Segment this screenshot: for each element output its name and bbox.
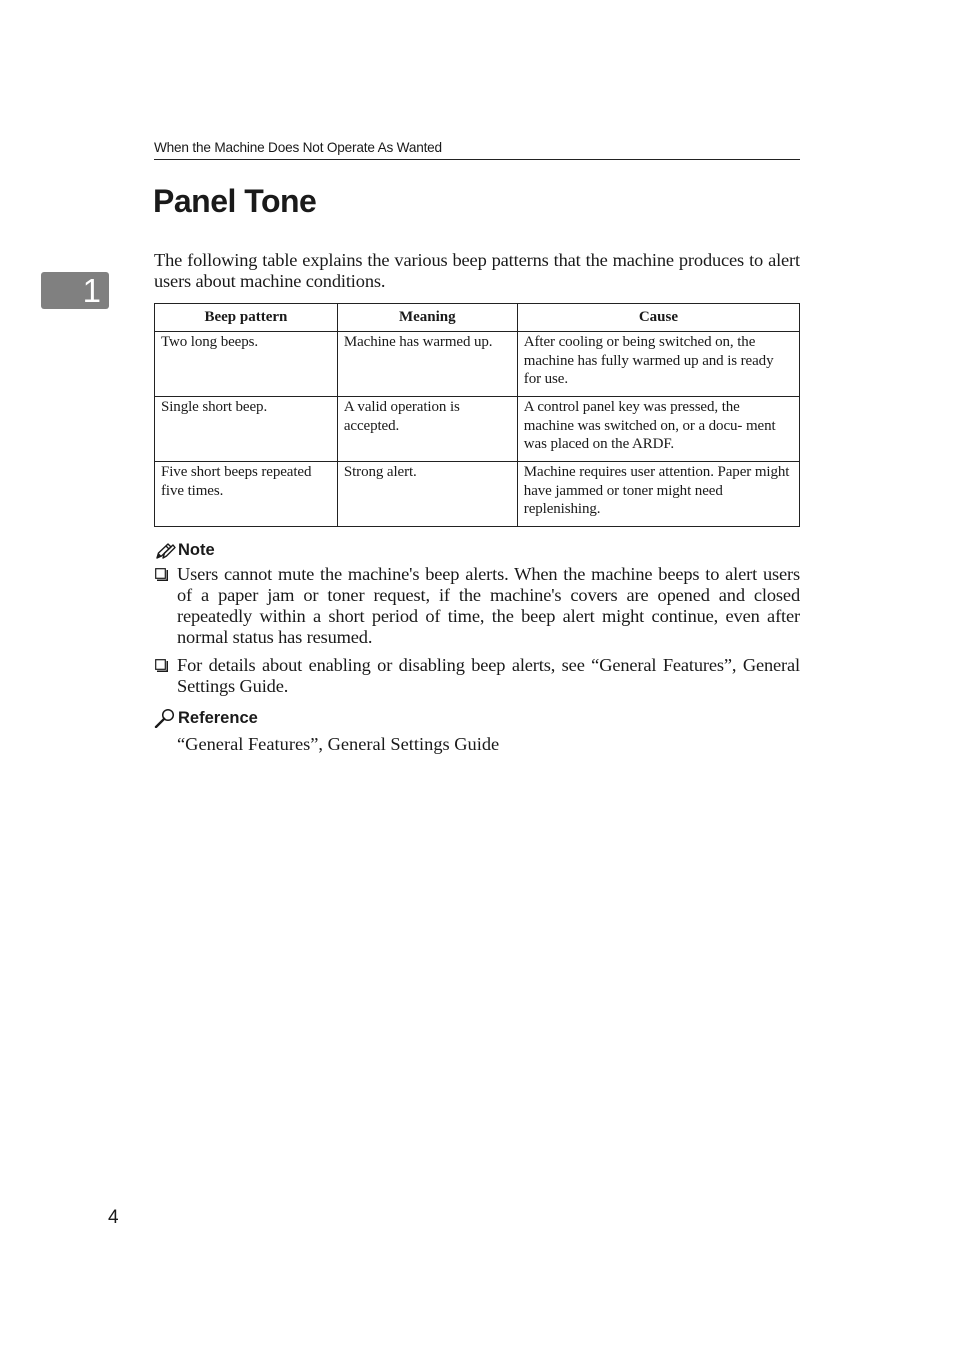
table-row (155, 332, 800, 397)
chapter-tab (41, 272, 109, 309)
cell-cause: A control panel key was pressed, the machine was switched on, or a docu- ment was placed on the ARDF. (517, 397, 799, 462)
list-item (154, 655, 800, 697)
column-header-beep-pattern: Beep pattern (155, 304, 338, 332)
page-number: 4 (108, 1207, 119, 1228)
cell-cause: After cooling or being switched on, the machine has fully warmed up and is ready for use. (517, 332, 799, 397)
checkbox-icon (155, 568, 168, 581)
cell-meaning: Strong alert. (337, 462, 517, 527)
table-row (155, 462, 800, 527)
beep-pattern-table (154, 303, 800, 527)
running-header-title: When the Machine Does Not Operate As Wanted (154, 139, 442, 155)
magnifier-icon (154, 708, 176, 728)
note-label: Note (178, 541, 215, 559)
note-heading (154, 540, 215, 560)
pencil-icon (154, 542, 176, 560)
running-header (154, 138, 800, 160)
column-header-cause: Cause (517, 304, 799, 332)
cell-meaning: Machine has warmed up. (337, 332, 517, 397)
cell-beep-pattern: Two long beeps. (155, 332, 338, 397)
cell-beep-pattern: Single short beep. (155, 397, 338, 462)
list-item (154, 564, 800, 648)
cell-cause: Machine requires user attention. Paper might have jammed or toner might need replenishing. (517, 462, 799, 527)
checkbox-icon (155, 659, 168, 672)
table-row (155, 397, 800, 462)
note-list (154, 564, 800, 704)
intro-paragraph: The following table explains the various beep patterns that the machine produces to alert users about machine conditions. (154, 250, 800, 291)
column-header-meaning: Meaning (337, 304, 517, 332)
table-header-row (155, 304, 800, 332)
reference-text: “General Features”, General Settings Guide (177, 734, 500, 754)
note-text: For details about enabling or disabling beep alerts, see “General Features”, General Settings Guide. (177, 655, 800, 696)
page-title: Panel Tone (153, 183, 317, 219)
reference-label: Reference (178, 709, 258, 727)
reference-heading (154, 708, 258, 728)
cell-beep-pattern: Five short beeps repeated five times. (155, 462, 338, 527)
note-text: Users cannot mute the machine's beep alerts. When the machine beeps to alert users of a paper jam or toner request, if the machine's covers are opened and closed repeatedly within a short period of time, the beep alert might continue, even after normal status has resumed. (177, 564, 800, 647)
cell-meaning: A valid operation is accepted. (337, 397, 517, 462)
chapter-number: 1 (82, 272, 101, 309)
